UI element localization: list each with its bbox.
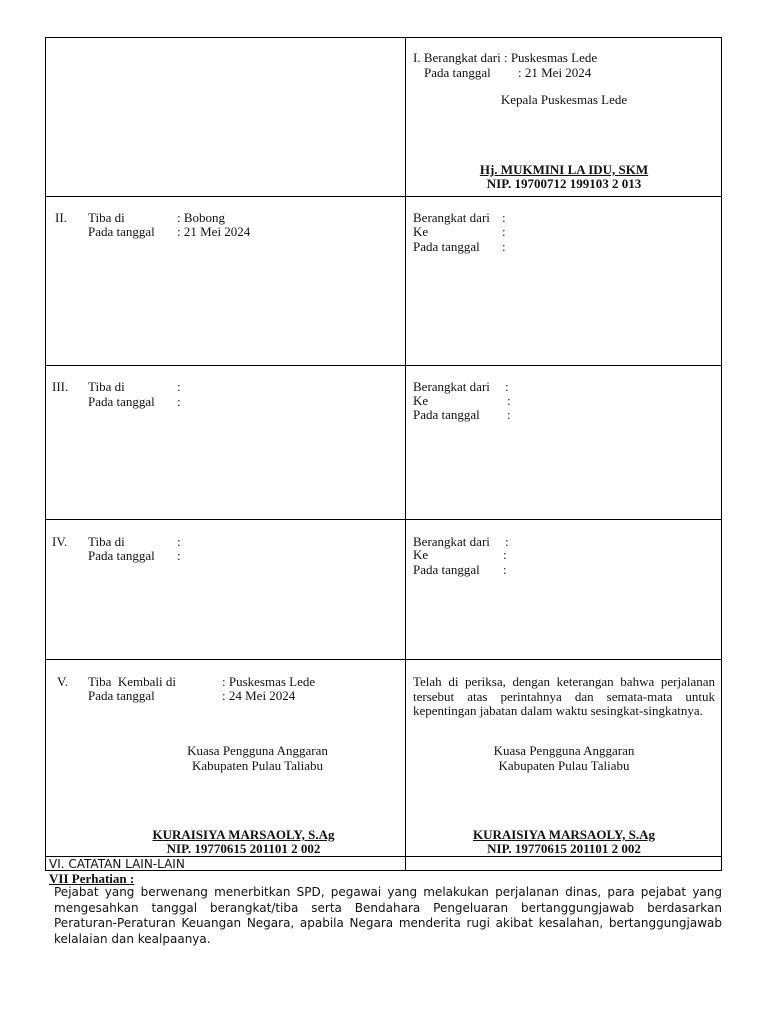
section5-number: V. [57, 674, 68, 689]
section5-tiba-value: : Puskesmas Lede [222, 674, 316, 689]
row-divider [45, 196, 722, 197]
section4-pada-colon: : [503, 562, 507, 577]
section3-ke-label: Ke [413, 393, 429, 408]
section4-ke-label: Ke [413, 547, 429, 562]
section4-pada-label: Pada tanggal [413, 562, 480, 577]
section6-label: VI. CATATAN LAIN-LAIN [49, 857, 185, 871]
section3-berangkat-colon: : [505, 379, 509, 394]
section3-tiba-label: Tiba di [88, 379, 125, 394]
section2-ke-label: Ke [413, 224, 429, 239]
section3-number: III. [52, 379, 69, 394]
section2-berangkat-label: Berangkat dari [413, 210, 490, 225]
section3-berangkat-label: Berangkat dari [413, 379, 490, 394]
section5-tanggal-label: Pada tanggal [88, 688, 155, 703]
section1-berangkat: I. Berangkat dari : Puskesmas Lede [413, 50, 598, 65]
row-divider [45, 365, 722, 366]
section4-tanggal-colon: : [177, 548, 181, 563]
section3-tanggal-colon: : [177, 394, 181, 409]
section1-signer-nip: NIP. 19700712 199103 2 013 [486, 176, 642, 191]
section5-right-title1: Kuasa Pengguna Anggaran [493, 743, 635, 758]
section2-number: II. [55, 210, 67, 225]
section3-tiba-colon: : [177, 379, 181, 394]
row-divider [45, 659, 722, 660]
section4-ke-colon: : [503, 547, 507, 562]
section4-berangkat-label: Berangkat dari [413, 534, 490, 549]
section2-tanggal-value: : 21 Mei 2024 [177, 224, 251, 239]
section3-ke-colon: : [507, 393, 511, 408]
section2-pada-colon: : [502, 239, 506, 254]
section4-number: IV. [52, 534, 68, 549]
section5-right-signer-nip: NIP. 19770615 201101 2 002 [487, 841, 641, 856]
section2-berangkat-colon: : [502, 210, 506, 225]
section5-left-signer-name: KURAISIYA MARSAOLY, S.Ag [152, 827, 335, 842]
section7-title: VII Perhatian : [49, 871, 135, 886]
section3-tanggal-label: Pada tanggal [88, 394, 155, 409]
section4-berangkat-colon: : [505, 534, 509, 549]
section7-body: Pejabat yang berwenang menerbitkan SPD, pegawai yang melakukan perjalanan dinas, para pejabat yang mengesahkan tanggal berangkat/tiba serta Bendahara Pengeluaran bertanggungjawab berdasarkan Peraturan-Peraturan Keuangan Negara, apabila Negara menderita rugi akibat kesalahan, bertanggungjawab kelalaian dan kealpaanya. [54, 885, 722, 946]
section5-left-title1: Kuasa Pengguna Anggaran [187, 743, 328, 758]
section2-pada-label: Pada tanggal [413, 239, 480, 254]
section1-tanggal-label: Pada tanggal [424, 65, 491, 80]
section5-left-signer-nip: NIP. 19770615 201101 2 002 [166, 841, 321, 856]
section2-tanggal-label: Pada tanggal [88, 224, 155, 239]
section5-right-title2: Kabupaten Pulau Taliabu [498, 758, 630, 773]
section1-official-title: Kepala Puskesmas Lede [500, 92, 628, 107]
section4-tiba-colon: : [177, 534, 181, 549]
section2-tiba-value: : Bobong [177, 210, 226, 225]
section5-tiba-label: Tiba Kembali di [88, 674, 176, 689]
section4-tiba-label: Tiba di [88, 534, 125, 549]
section5-check-text: Telah di periksa, dengan keterangan bahwa perjalanan tersebut atas perintahnya dan semata-mata untuk kepentingan jabatan dalam waktu sesingkat-singkatnya. [413, 674, 715, 718]
section5-tanggal-value: : 24 Mei 2024 [222, 688, 296, 703]
section2-tiba-label: Tiba di [88, 210, 125, 225]
section3-pada-colon: : [507, 407, 511, 422]
section1-signer-name: Hj. MUKMINI LA IDU, SKM [479, 162, 649, 177]
section1-tanggal-value: : 21 Mei 2024 [518, 65, 592, 80]
section3-pada-label: Pada tanggal [413, 407, 480, 422]
row-divider [45, 519, 722, 520]
section2-ke-colon: : [502, 224, 506, 239]
section5-right-signer-name: KURAISIYA MARSAOLY, S.Ag [472, 827, 656, 842]
section5-left-title2: Kabupaten Pulau Taliabu [192, 758, 323, 773]
section4-tanggal-label: Pada tanggal [88, 548, 155, 563]
